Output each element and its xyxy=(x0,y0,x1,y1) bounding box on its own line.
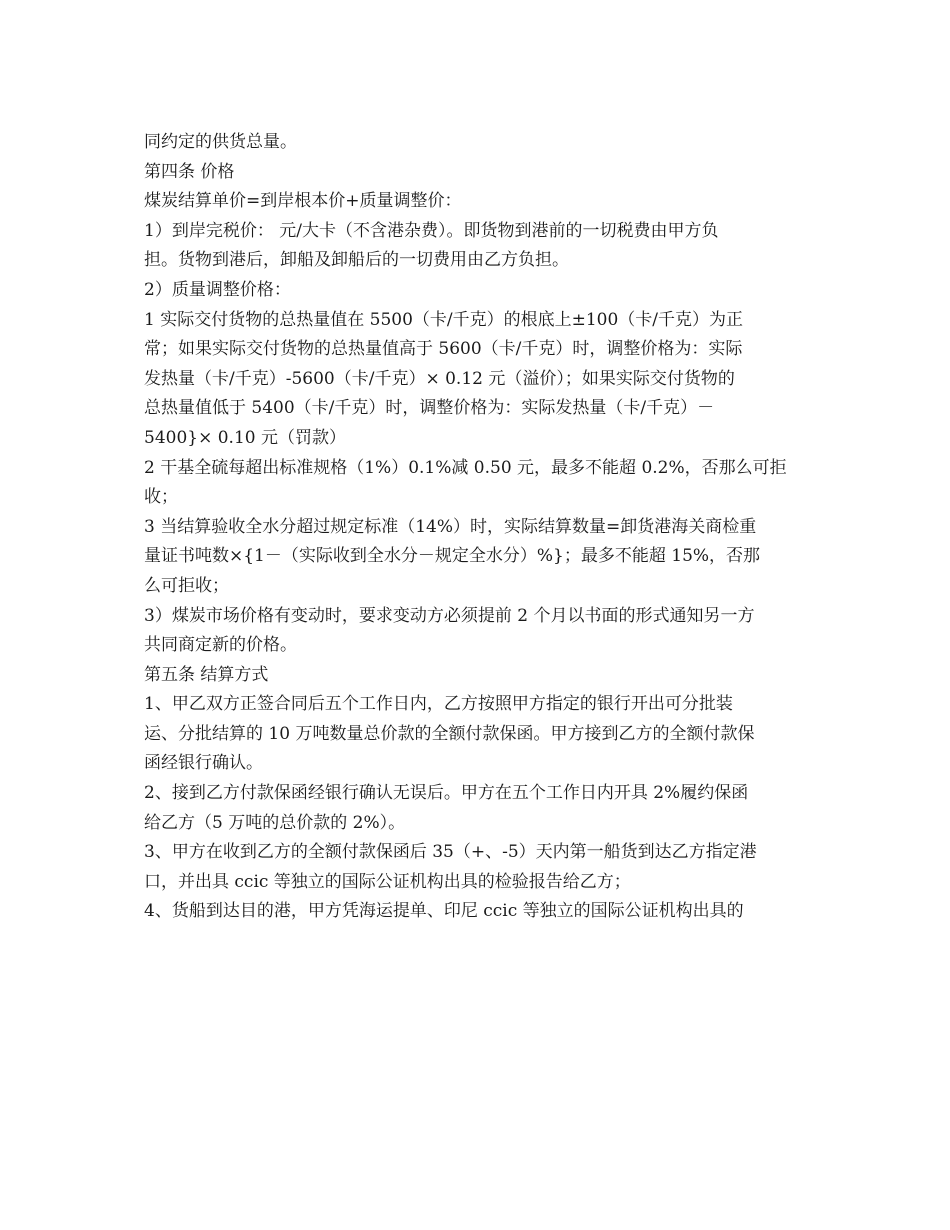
text-line: 同约定的供货总量。 xyxy=(144,132,297,152)
text-line: 2）质量调整价格： xyxy=(144,279,291,300)
text-line: 收； xyxy=(144,487,178,508)
text-line: 4、货船到达目的港，甲方凭海运提单、印尼 ccic 等独立的国际公证机构出具的 xyxy=(144,901,744,922)
text-line: 口，并出具 ccic 等独立的国际公证机构出具的检验报告给乙方； xyxy=(144,871,631,892)
text-line: 3 当结算验收全水分超过规定标准（14%）时，实际结算数量=卸货港海关商检重 xyxy=(144,516,757,537)
text-line: 5400}× 0.10 元（罚款） xyxy=(144,427,346,448)
text-line: 给乙方（5 万吨的总价款的 2%）。 xyxy=(144,812,406,833)
text-line: 么可拒收； xyxy=(144,575,229,596)
text-line: 担。货物到港后，卸船及卸船后的一切费用由乙方负担。 xyxy=(144,250,569,271)
text-line: 1）到岸完税价： 元/大卡（不含港杂费）。即货物到港前的一切税费由甲方负 xyxy=(144,220,719,241)
text-line: 发热量（卡/千克）-5600（卡/千克）× 0.12 元（溢价）；如果实际交付货物的 xyxy=(144,368,735,389)
text-line: 1、甲乙双方正签合同后五个工作日内，乙方按照甲方指定的银行开出可分批装 xyxy=(144,694,733,715)
text-line: 2、接到乙方付款保函经银行确认无误后。甲方在五个工作日内开具 2%履约保函 xyxy=(144,783,749,804)
section-heading: 第四条 价格 xyxy=(144,161,235,182)
text-line: 2 干基全硫每超出标准规格（1%）0.1%减 0.50 元，最多不能超 0.2%，否那么可拒 xyxy=(144,457,787,478)
section-heading: 第五条 结算方式 xyxy=(144,664,269,685)
text-line: 1 实际交付货物的总热量值在 5500（卡/千克）的根底上±100（卡/千克）为正 xyxy=(144,309,744,330)
text-line: 3、甲方在收到乙方的全额付款保函后 35（+、-5）天内第一船货到达乙方指定港 xyxy=(144,842,757,863)
text-line: 煤炭结算单价=到岸根本价+质量调整价： xyxy=(144,191,462,212)
text-line: 总热量值低于 5400（卡/千克）时，调整价格为：实际发热量（卡/千克）－ xyxy=(144,398,715,419)
text-line: 量证书吨数×{1－（实际收到全水分－规定全水分）%}；最多不能超 15%，否那 xyxy=(144,546,761,567)
text-line: 函经银行确认。 xyxy=(144,753,263,774)
document-body xyxy=(144,128,809,927)
text-line: 运、分批结算的 10 万吨数量总价款的全额付款保函。甲方接到乙方的全额付款保 xyxy=(144,723,755,744)
text-line: 常；如果实际交付货物的总热量值高于 5600（卡/千克）时，调整价格为：实际 xyxy=(144,339,743,360)
text-line: 3）煤炭市场价格有变动时，要求变动方必须提前 2 个月以书面的形式通知另一方 xyxy=(144,605,755,626)
text-line: 共同商定新的价格。 xyxy=(144,635,297,656)
